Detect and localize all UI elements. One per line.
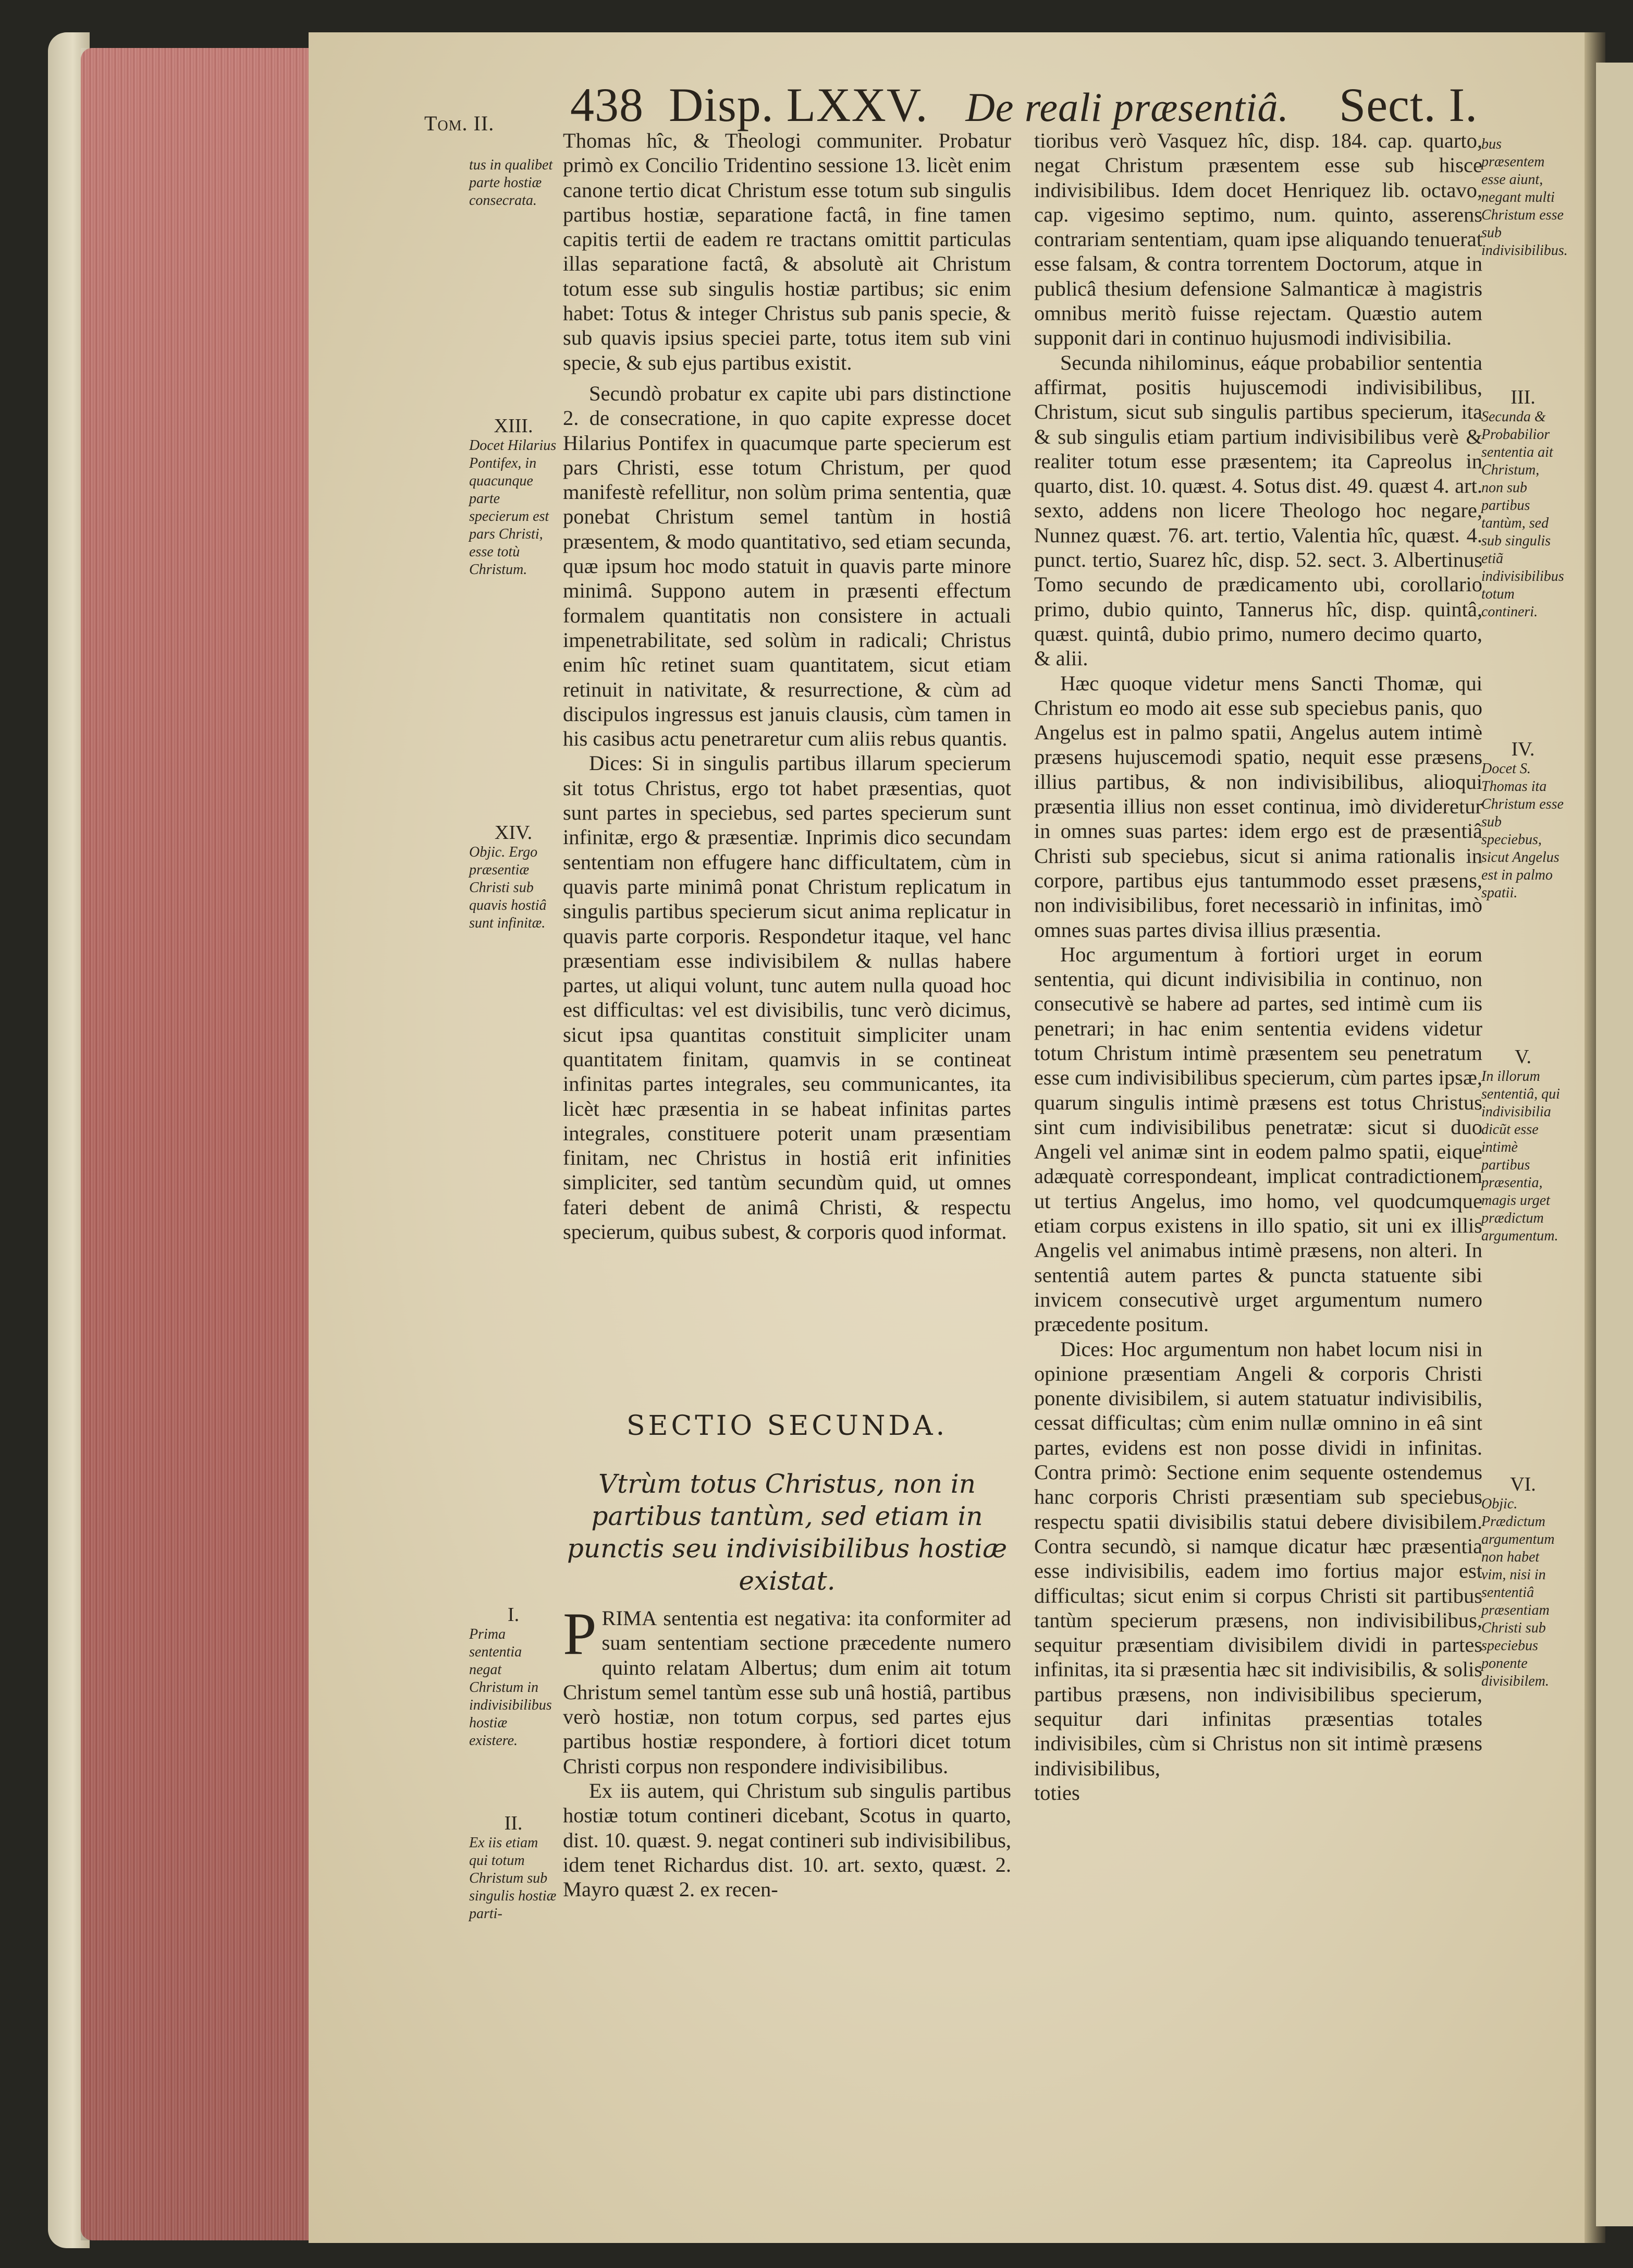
red-page-edges [81,48,313,2240]
margin-number: V. [1514,1046,1532,1068]
margin-note [1481,136,1568,260]
margin-number: II. [504,1812,523,1834]
margin-number: I. [507,1604,520,1626]
margin-note [469,156,558,210]
facing-page-edge [1596,63,1633,2226]
left-text-column-lower [563,1601,1011,1902]
paragraph: Dices: Si in singulis partibus illarum specierum sit totus Christus, ergo tot habet præsentias, quot sunt partes in speciebus, sed partes specierum sunt infinitæ, ergo & præsentiæ. Inprimis dico secundam sententiam non effugere hanc difficultatem, cùm in quavis parte minimâ ponat Christum replicatum in singulis partibus specierum sicut anima replicatur in quavis parte corporis. Respondetur itaque, vel hanc præsentiam esse indivisibilem & nullas habere partes, ut aliqui volunt, tunc autem nulla quoad hoc est difficultas: vel est divisibilis, tunc verò dicimus, sicut ipsa quantitas constituit simpliciter unam quantitatem finitam, quamvis in se contineat infinitas partes integrales, seu communicantes, ita licèt hæc præsentia in se habeat infinitas partes integrales, constituere poterit unam præsentiam finitam, nec Christus in hostiâ erit infinities simpliciter, sed tantùm secundùm quid, ut omnes fateri debent de animâ Christi, & respectu specierum, quibus subest, & corporis quod informat. [563,751,1011,1244]
margin-number: IV. [1511,738,1535,760]
paragraph: Thomas hîc, & Theologi communiter. Probatur primò ex Concilio Tridentino sessione 13. licèt enim canone tertio dicat Christum esse totum sub singulis partibus hostiæ, separatione factâ, in fine tamen capitis tertii de eadem re tractans omittit particulas illas separatione factâ, & absolutè ait Christum totum esse sub singulis hostiæ partibus; sic enim habet: Totus & integer Christus sub panis specie, & sub quavis ipsius speciei parte, totus item sub vini specie, & sub ejus partibus existit. [563,129,1011,374]
margin-note [1481,1473,1565,1690]
margin-note-text: Docet S. Thomas ita Christum esse sub speciebus, sicut Angelus est in palmo spatii. [1481,761,1564,901]
margin-note-text: In illorum sententiâ, qui indivisibilia dicũt esse intimè partibus præsentia, magis urget prædictum argumentum. [1481,1068,1560,1244]
left-text-column [563,128,1011,1244]
paragraph: Ex iis autem, qui Christum sub singulis partibus hostiæ totum contineri dicebant, Scotus in quarto, dist. 10. quæst. 9. negat contineri sub indivisibilibus, idem tenet Richardus dist. 10. art. sexto, quæst. 2. Mayro quæst 2. ex recen- [563,1779,1011,1901]
section-heading: SECTIO SECUNDA. [626,1410,948,1442]
paragraph-text: sententia est negativa: ita conformiter ad suam sententiam sectione præcedente numero quinto relatam Albertus; dum enim ait totum Christum semel tantùm esse sub unâ hostiâ, partibus verò hostiæ, non totum corpus, sed partes ejus partibus hostiæ respondere, à fortiori dicet totum Christi corpus non respondere indivisibilibus. [563,1606,1011,1778]
paragraph: Secunda nihilominus, eáque probabilior sententia affirmat, positis hujuscemodi indivisibilibus, Christum, sicut sub singulis partibus specierum, ita & sub singulis etiam partium indivisibilibus verè & realiter totum esse præsentem; ita Capreolus in quarto, dist. 10. quæst. 4. Sotus dist. 49. quæst 4. art. sexto, addens non licere Theologo hoc negare, Nunnez quæst. 76. art. tertio, Valentia hîc, quæst. 4. punct. tertio, Suarez hîc, disp. 52. sect. 3. Albertinus Tomo secundo de prædicamento ubi, corollario primo, dubio quinto, Tannerus hîc, disp. quintâ, quæst. quintâ, dubio primo, numero decimo quarto, & alii. [1034,350,1482,670]
margin-note-text: tus in qualibet parte hostiæ consecrata. [469,157,553,209]
running-head-tome: Tom. II. [424,112,495,135]
paragraph: Hoc argumentum à fortiori urget in eorum sententia, qui dicunt indivisibilia in continuo, non consecutivè se habere ad partes, sed intimè cum iis penetrari; in hac enim sententia evidens videtur totum Christum intimè præsentem seu penetratum esse cum indivisibilibus specierum, cùm partes ipsæ, quarum singulis intimè præsens est totus Christus sint cum indivisibilibus penetratæ: sicut si duo Angeli vel animæ sint in eodem palmo spatii, eique adæquatè correspondeant, implicat contradictionem ut tertius Angelus, imo homo, vel quodcumque etiam corpus existens in illo spatio, sit uni ex illis Angelis vel animabus intimè præsens, non alteri. In sententiâ autem partes & puncta statuente sibi invicem consecutivè urget argumentum numero præcedente positum. [1034,942,1482,1336]
margin-number: XIV. [494,822,533,844]
margin-note-text: bus præsentem esse aiunt, negant multi Christum esse sub indivisibilibus. [1481,136,1568,259]
margin-note [1481,1048,1565,1245]
margin-number: XIII. [494,415,533,437]
margin-note [1481,740,1565,902]
paragraph: Dices: Hoc argumentum non habet locum nisi in opinione præsentiam Angeli & corporis Christi ponente divisibilem, si autem statuatur indivisibilis, cessat difficultas; cùm enim nullæ omnino in eâ sint partes, evidens est non posse dividi in infinitas. Contra primò: Sectione enim sequente ostendemus hanc corporis Christi præsentiam sub speciebus respectu spatii divisibilis statui debere divisibilem. Contra secundò, si namque dicatur hæc præsentia esse indivisibilis, eadem imo fortius major est difficultas; sicut enim si corpus Christi sit partibus tantùm specierum præsens, non indivisibilibus, sequitur præsentiam divisibilem dividi in partes infinitas, ita si præsentia hæc sit indivisibilis, & solis partibus præsens, non indivisibilibus specierum, sequitur dari infinitas præsentias totales indivisibiles, cùm si Christus non sit intimè præsens indivisibilibus, [1034,1337,1482,1780]
paragraph: Secundò probatur ex capite ubi pars distinctione 2. de consecratione, in quo capite expresse docet Hilarius Pontifex in quacumque parte specierum est pars Christi, esse totum Christum, per quod manifestè refellitur, non solùm prima sententia, quæ ponebat Christum semel tantùm in hostiâ præsentem, & modo quantitativo, sed etiam secunda, quæ ipsum hoc modo statuit in quavis parte minore minimâ. Suppono autem in præsenti effectum formalem quantitatis non consistere in actuali impenetrabilitate, sed solùm in radicali; Christus enim hîc retinet suam quantitatem, sicut etiam retinuit in nativitate, & resurrectione, & cùm ad discipulos ingressus est januis clausis, cùm tamen in his casibus actu penetraretur cum aliis rebus quantis. [563,381,1011,751]
margin-note [469,1814,558,1923]
margin-note [469,824,558,932]
margin-note-text: Docet Hilarius Pontifex, in quacunque parte specierum est pars Christi, esse totù Christum. [469,437,557,578]
margin-note-text: Prima sententia negat Christum in indivisibilibus hostiæ existere. [469,1626,552,1749]
margin-note [469,1606,558,1750]
paragraph: Hæc quoque videtur mens Sancti Thomæ, qui Christum eo modo ait esse sub speciebus panis, quo Angelus est in palmo spatii, Angelus autem intimè præsens hujuscemodi spatio, nequit esse præsens illius partibus, & non indivisibilibus, alioqui præsentia illius non esset continua, imò divideretur in omnes suas partes: idem ergo est de præsentiâ Christi sub speciebus, sicut si anima rationalis in corpore, partibus ejus tantummodo esset præsens, non indivisibilibus, foret necessariò in infinitas, imò omnes suas partes divisa illius præsentia. [1034,671,1482,942]
running-title: De reali præsentiâ. [965,84,1290,130]
right-text-column [1034,128,1482,1805]
paragraph: tioribus verò Vasquez hîc, disp. 184. cap. quarto, negat Christum præsentem esse sub hisce indivisibilibus. Idem docet Henriquez lib. octavo, cap. vigesimo septimo, num. quinto, asserens contrariam sententiam, quam ipse aliquando tenuerat esse falsam, & contra torrentem Doctorum, atque in publicâ thesium defensione Salmanticæ à magistris omnibus meritò fuisse rejectam. Quæstio autem supponit dari in continuo hujusmodi indivisibilia. [1034,129,1482,350]
margin-note [1481,388,1565,621]
margin-note-text: Ex iis etiam qui totum Christum sub singulis hostiæ parti- [469,1835,557,1922]
drop-capital: P [563,1601,597,1667]
margin-note-text: Secunda & Probabilior sententia ait Christum, non sub partibus tantùm, sed sub singulis etiã indivisibilibus totum contineri. [1481,409,1564,620]
margin-note-text: Objic. Ergo præsentiæ Christi sub quavis hostiâ sunt infinitæ. [469,844,547,931]
disputation-label: Disp. LXXV. [669,78,928,131]
margin-number: VI. [1510,1473,1536,1495]
margin-note [469,417,558,579]
section-question: Vtrùm totus Christus, non in partibus tantùm, sed etiam in punctis seu indivisibilibus hostiæ existat. [567,1469,1008,1596]
margin-note-text: Objic. Prædictum argumentum non habet vim, nisi in sententiâ præsentiam Christi sub speciebus ponente divisibilem. [1481,1496,1555,1689]
page-number: 438 [570,78,644,131]
margin-number: III. [1511,386,1536,408]
running-head [570,77,1478,132]
paragraph-with-dropcap [563,1601,1011,1778]
section-label: Sect. I. [1339,78,1478,131]
catchword: toties [1034,1781,1080,1804]
opening-word: RIMA [601,1606,657,1630]
